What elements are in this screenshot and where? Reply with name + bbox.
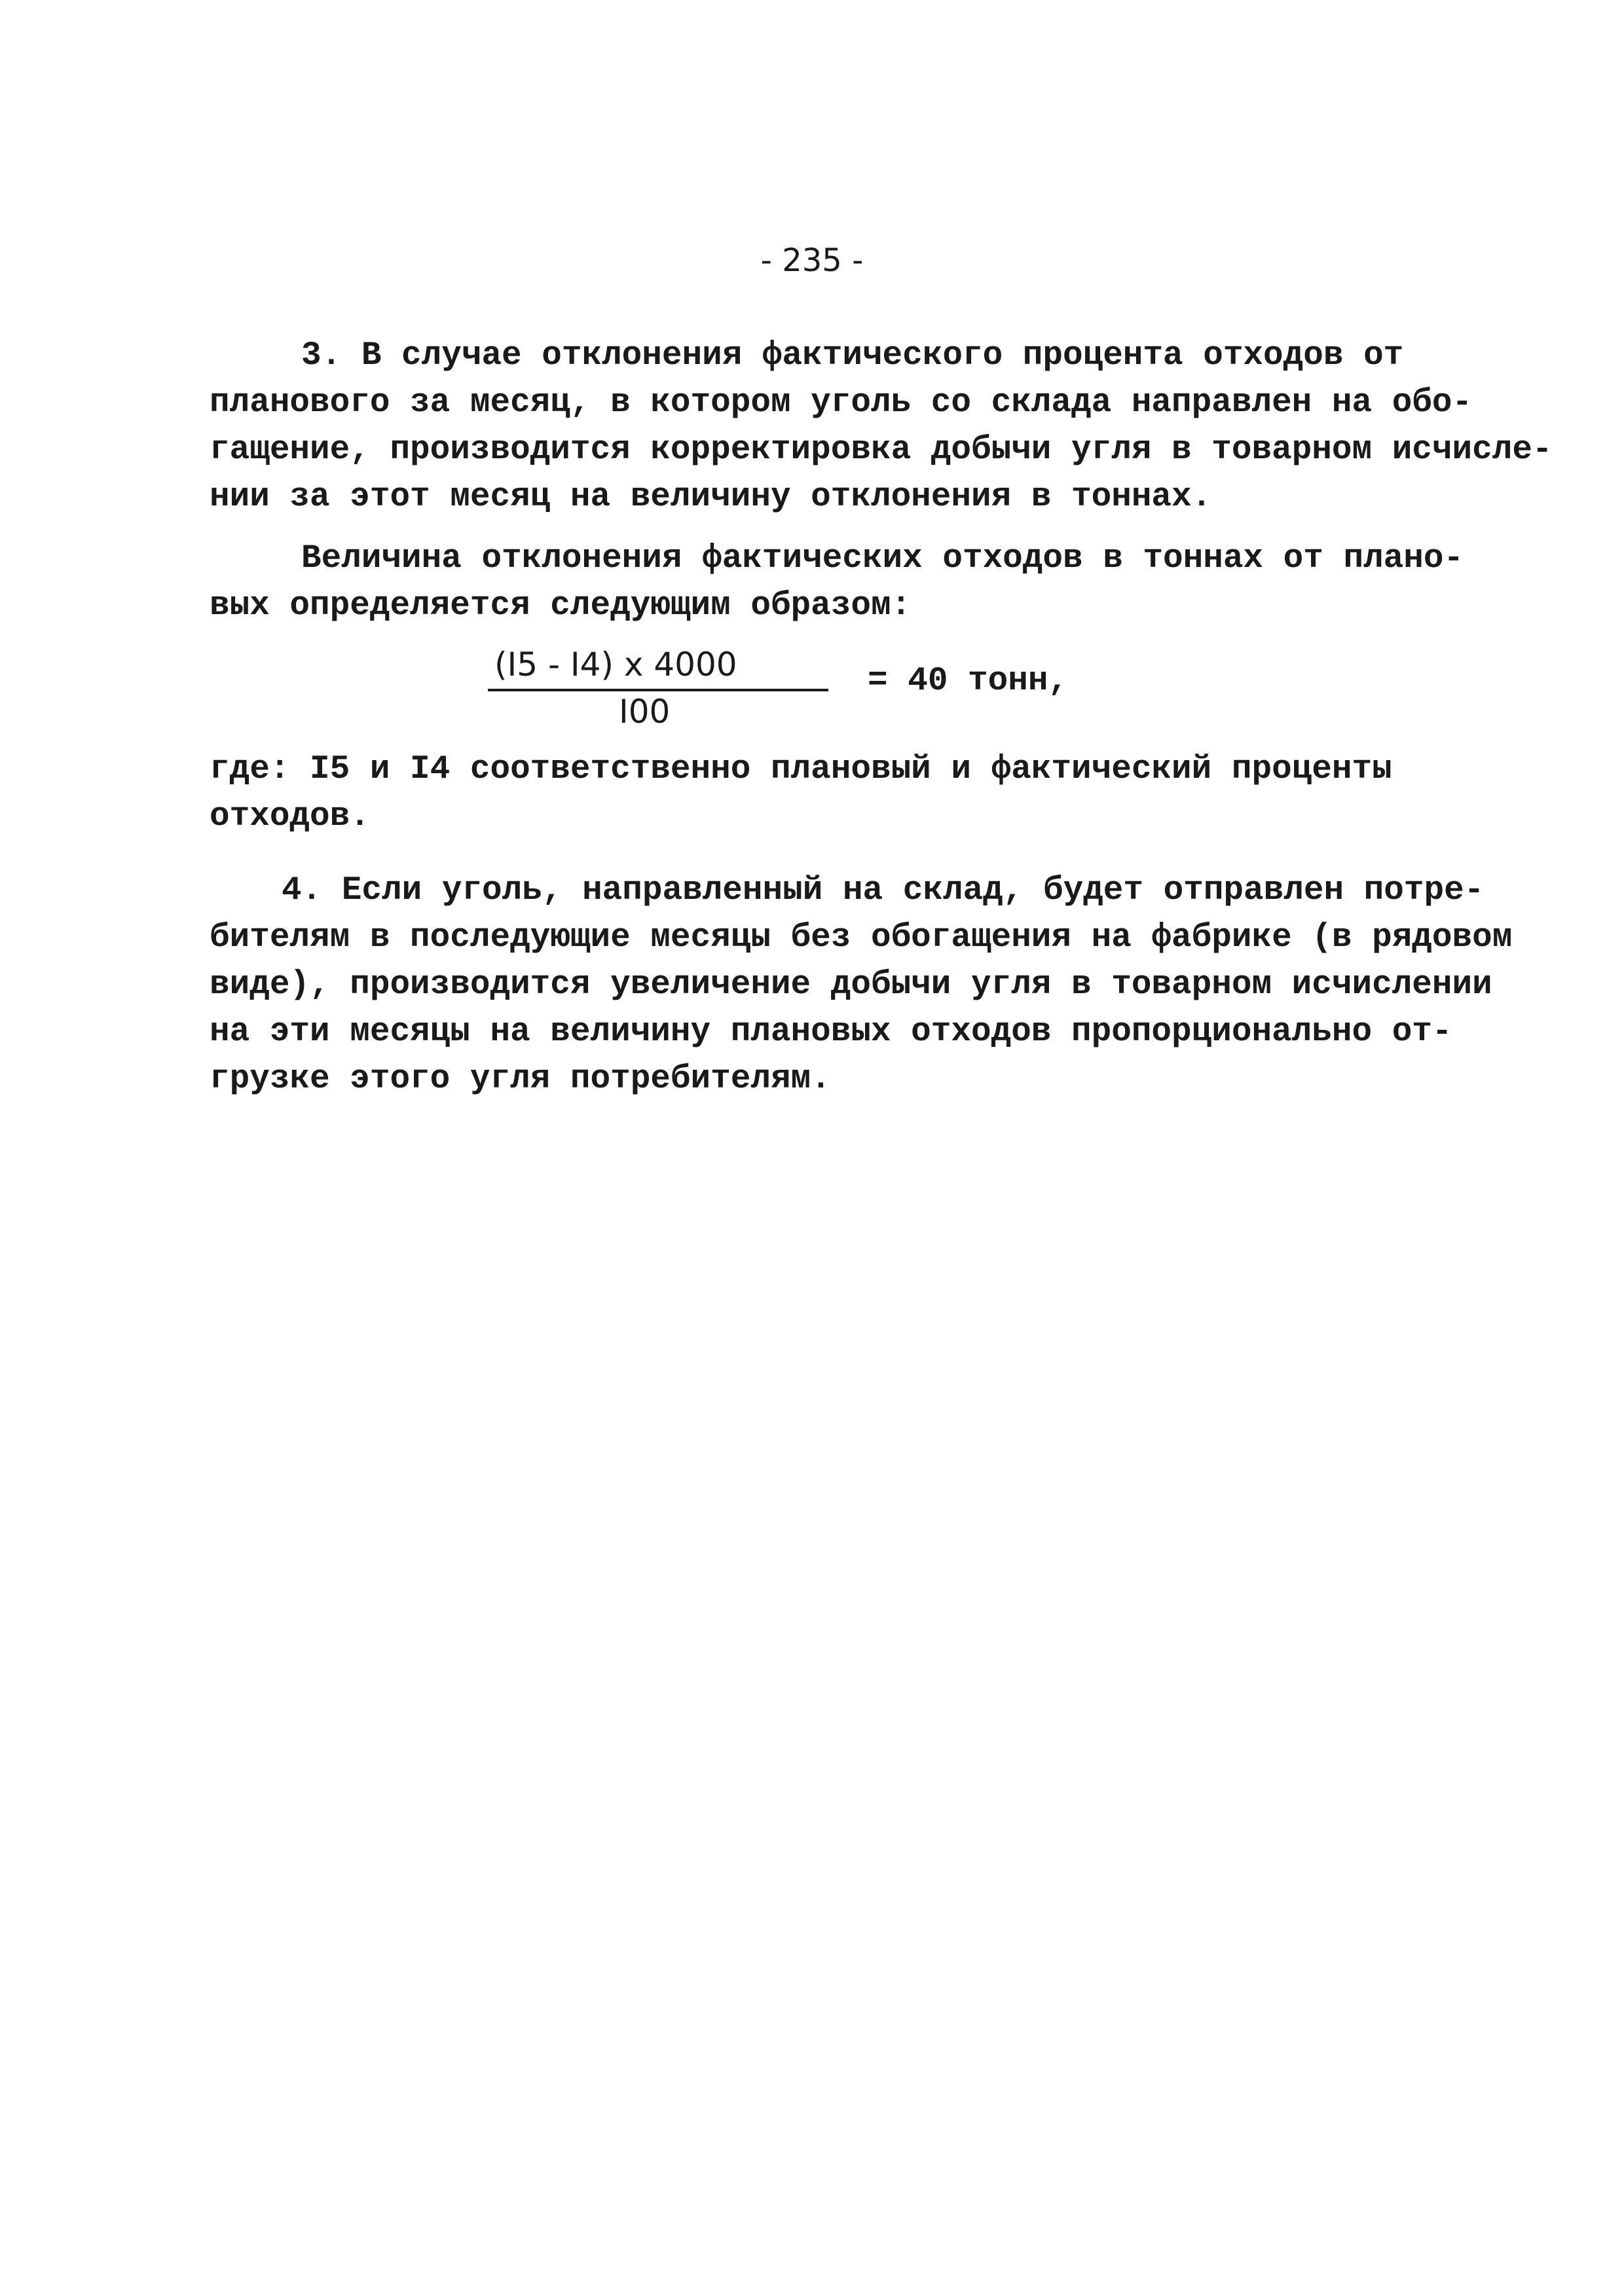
paragraph-line: 3. В случае отклонения фактического процента отходов от — [301, 337, 1404, 374]
page-number: - 235 - — [760, 242, 864, 279]
paragraph-line: на эти месяцы на величину плановых отходов пропорционально от- — [210, 1013, 1452, 1051]
formula-result: = 40 тонн, — [868, 663, 1069, 700]
paragraph-line: 4. Если уголь, направленный на склад, будет отправлен потре- — [282, 872, 1485, 909]
paragraph-line: планового за месяц, в котором уголь со склада направлен на обо- — [210, 384, 1473, 422]
paragraph-line: вых определяется следующим образом: — [210, 587, 912, 625]
paragraph-line: нии за этот месяц на величину отклонения в тоннах. — [210, 479, 1212, 516]
paragraph-line: виде), производится увеличение добычи угля в товарном исчислении — [210, 966, 1492, 1004]
paragraph-line: отходов. — [210, 798, 370, 835]
paragraph-line: где: I5 и I4 соответственно плановый и фактический проценты — [210, 751, 1392, 788]
paragraph-line: гащение, производится корректировка добычи угля в товарном исчисле- — [210, 431, 1553, 469]
formula-numerator: (I5 - I4) x 4000 — [494, 646, 737, 683]
formula — [488, 645, 1077, 737]
paragraph-line: грузке этого угля потребителям. — [210, 1061, 831, 1098]
formula-denominator: I00 — [619, 693, 671, 731]
paragraph-line: бителям в последующие месяцы без обогащения на фабрике (в рядовом — [210, 919, 1513, 957]
paragraph-line: Величина отклонения фактических отходов в тоннах от плано- — [301, 540, 1464, 577]
fraction-bar — [488, 689, 828, 691]
